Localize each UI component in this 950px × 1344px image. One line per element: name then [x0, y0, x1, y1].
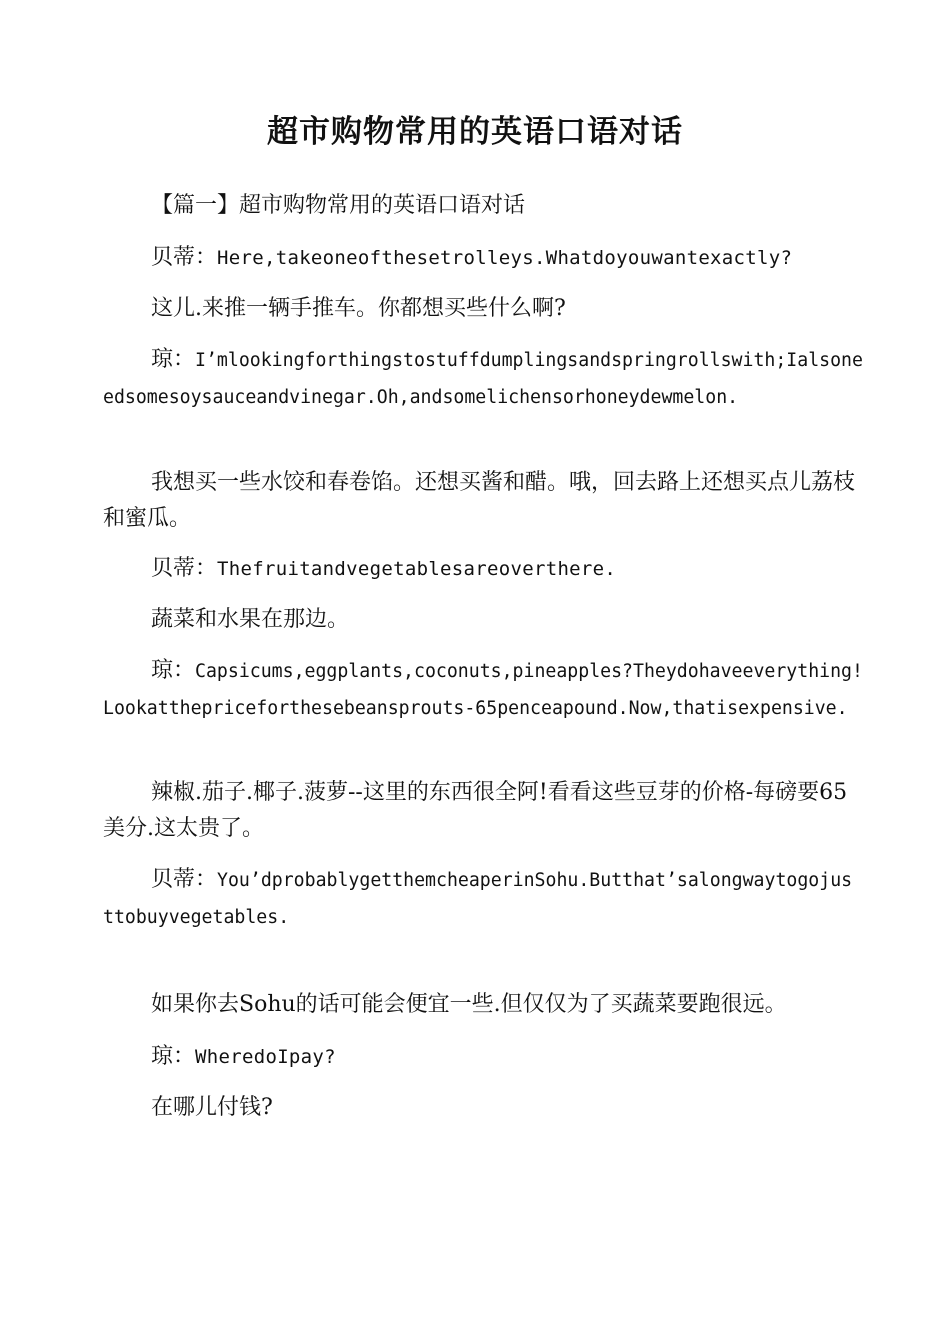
dialogue-line-english [103, 240, 863, 276]
english-text: Thefruitandvegetablesareoverthere. [217, 558, 617, 580]
dialogue-line-chinese: 如果你去Sohu的话可能会便宜一些.但仅仅为了买蔬菜要跑很远。 [151, 992, 787, 1017]
dialogue-line-chinese: 在哪儿付钱? [151, 1095, 273, 1120]
dialogue-line-chinese: 辣椒.茄子.椰子.菠萝--这里的东西很全阿!看看这些豆芽的价格-每磅要65美分.这太贵了。 [103, 780, 848, 841]
dialogue-line-english [103, 862, 863, 936]
speaker-label: 贝蒂： [151, 245, 218, 270]
speaker-label: 琼： [151, 347, 196, 372]
speaker-label: 贝蒂： [151, 867, 218, 892]
document-title: 超市购物常用的英语口语对话 [267, 114, 683, 150]
english-text: Here,takeoneofthesetrolleys.Whatdoyouwantexactly? [217, 247, 793, 269]
dialogue-line-chinese: 这儿.来推一辆手推车。你都想买些什么啊? [151, 296, 566, 321]
speaker-label: 贝蒂： [151, 556, 218, 581]
english-text: You’dprobablygetthemcheaperinSohu.Butthat’salongwaytogojusttobuyvegetables. [103, 870, 853, 928]
english-text: I’mlookingforthingstostuffdumplingsandspringrollswith;Ialsoneedsomesoysauceandvinegar.Oh,andsomelichensorhoneydewmelon. [103, 350, 863, 408]
section-heading: 【篇一】超市购物常用的英语口语对话 [151, 193, 526, 218]
english-text: WheredoIpay? [195, 1046, 336, 1068]
dialogue-line-english [103, 342, 863, 416]
dialogue-line-english [103, 1039, 863, 1075]
dialogue-line-chinese: 我想买一些水饺和春卷馅。还想买酱和醋。哦，回去路上还想买点儿荔枝和蜜瓜。 [103, 470, 856, 531]
speaker-label: 琼： [151, 658, 196, 683]
dialogue-line-english [103, 551, 863, 587]
dialogue-line-english [103, 653, 863, 727]
english-text: Capsicums,eggplants,coconuts,pineapples?Theydohaveeverything!Lookatthepriceforthesebeansprouts-65penceapound.Now,thatisexpensive. [103, 661, 863, 719]
speaker-label: 琼： [151, 1044, 196, 1069]
dialogue-line-chinese: 蔬菜和水果在那边。 [151, 607, 350, 632]
